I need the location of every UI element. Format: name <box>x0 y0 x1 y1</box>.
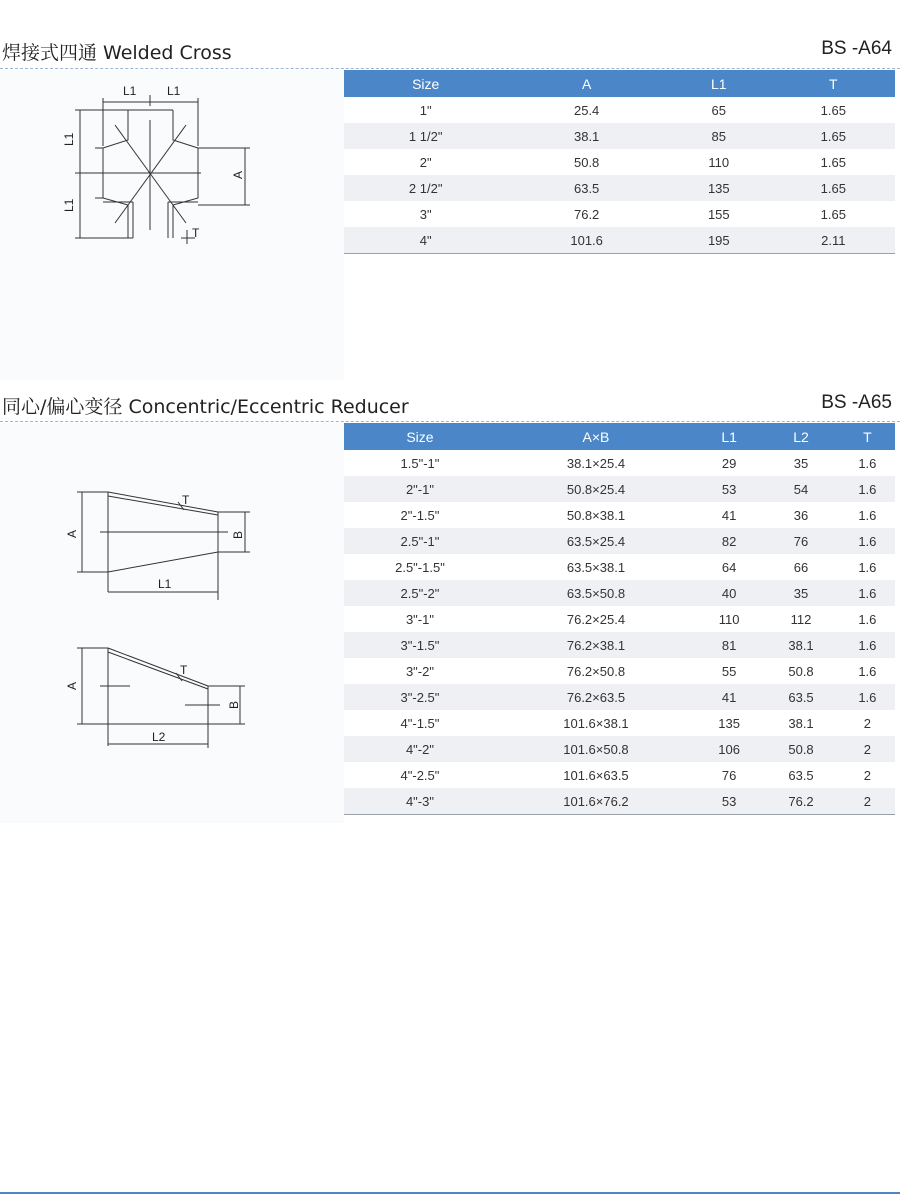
table-cell: 195 <box>666 227 772 254</box>
welded-cross-diagram <box>55 80 275 250</box>
table-cell: 110 <box>708 154 730 170</box>
table-cell: 1 1/2" <box>344 123 507 149</box>
table-cell: 135 <box>718 715 740 731</box>
table-cell: 76.2 <box>762 788 839 815</box>
table-cell: 53 <box>696 476 762 502</box>
table-cell: 1" <box>419 102 432 118</box>
table-cell: 101.6×50.8 <box>496 736 696 762</box>
label-b: B <box>227 700 241 709</box>
table-cell: 76.2×25.4 <box>566 611 626 627</box>
table-cell: 1.65 <box>772 123 895 149</box>
table-cell: 76 <box>721 767 737 783</box>
table-cell: 4" <box>344 227 507 254</box>
product-code-a64: BS -A64 <box>821 38 892 59</box>
table-row <box>344 201 895 227</box>
table-cell: 1.6 <box>858 507 877 523</box>
table-cell: 3" <box>419 206 432 222</box>
table-row <box>344 580 895 606</box>
table-cell: 82 <box>696 528 762 554</box>
table-cell: 63.5×25.4 <box>496 528 696 554</box>
table-cell: 35 <box>762 580 839 606</box>
table-row <box>344 528 895 554</box>
section-title-welded-cross: 焊接式四通 Welded Cross <box>2 42 232 64</box>
spec-table-reducer <box>344 423 895 815</box>
label-t: T <box>192 226 200 240</box>
table-cell: 29 <box>721 455 737 471</box>
table-cell: 101.6×38.1 <box>563 715 629 731</box>
table-cell: 3"-2" <box>405 663 434 679</box>
table-cell: 1.6 <box>840 476 895 502</box>
table-row <box>344 736 895 762</box>
table-cell: 1.65 <box>820 102 846 118</box>
label-l1-left: L1 <box>123 84 137 98</box>
table-cell: 76 <box>762 528 839 554</box>
table-cell: 54 <box>762 476 839 502</box>
table-cell: 41 <box>696 684 762 710</box>
column-header: T <box>772 70 895 97</box>
table-cell: 38.1 <box>788 715 814 731</box>
table-cell: 50.8 <box>762 736 839 762</box>
table-cell: 36 <box>793 507 809 523</box>
column-header: A <box>507 70 666 97</box>
table-row <box>344 450 895 476</box>
table-cell: 50.8×38.1 <box>566 507 626 523</box>
table-cell: 1.6 <box>840 528 895 554</box>
table-cell: 2 1/2" <box>344 175 507 201</box>
table-cell: 101.6 <box>507 227 666 254</box>
table-cell: 76.2×38.1 <box>496 632 696 658</box>
label-l1-right: L1 <box>167 84 181 98</box>
table-row <box>344 632 895 658</box>
product-code-a65: BS -A65 <box>821 392 892 413</box>
table-cell: 112 <box>790 611 812 627</box>
table-row <box>344 710 895 736</box>
table-cell: 38.1 <box>507 123 666 149</box>
section-divider <box>0 68 900 69</box>
table-cell: 2" <box>419 154 432 170</box>
table-cell: 63.5×38.1 <box>566 559 626 575</box>
table-cell: 76.2×50.8 <box>566 663 626 679</box>
label-l1-upper: L1 <box>62 132 76 146</box>
section-title-reducer: 同心/偏心变径 Concentric/Eccentric Reducer <box>2 396 409 418</box>
column-header: Size <box>344 423 496 450</box>
table-cell: 76.2×63.5 <box>496 684 696 710</box>
table-cell: 2 <box>840 736 895 762</box>
table-cell: 106 <box>696 736 762 762</box>
label-a: A <box>65 681 79 690</box>
section-divider <box>0 421 900 422</box>
bottom-rule <box>0 1192 900 1194</box>
table-cell: 2"-1" <box>344 476 496 502</box>
table-cell: 135 <box>666 175 772 201</box>
table-row <box>344 123 895 149</box>
table-cell: 110 <box>718 611 740 627</box>
table-cell: 40 <box>696 580 762 606</box>
table-row <box>344 684 895 710</box>
table-cell: 3"-1" <box>405 611 434 627</box>
table-cell: 4"-2.5" <box>400 767 440 783</box>
label-l1: L1 <box>158 577 172 591</box>
column-header: L1 <box>666 70 772 97</box>
table-cell: 2 <box>840 788 895 815</box>
label-a: A <box>231 170 245 179</box>
table-cell: 38.1×25.4 <box>566 455 626 471</box>
column-header: L2 <box>762 423 839 450</box>
table-cell: 41 <box>721 507 737 523</box>
table-row <box>344 606 895 632</box>
table-cell: 63.5 <box>762 684 839 710</box>
table-cell: 2.5"-2" <box>344 580 496 606</box>
table-cell: 4"-3" <box>344 788 496 815</box>
label-l2: L2 <box>152 730 166 744</box>
table-cell: 2 <box>863 715 871 731</box>
table-cell: 65 <box>711 102 727 118</box>
table-cell: 76.2 <box>573 206 600 222</box>
table-cell: 101.6×63.5 <box>563 767 629 783</box>
table-row <box>344 502 895 528</box>
label-t: T <box>180 663 188 677</box>
table-row <box>344 788 895 815</box>
table-cell: 1.6 <box>840 684 895 710</box>
table-cell: 63.5 <box>507 175 666 201</box>
table-cell: 1.5"-1" <box>400 455 440 471</box>
column-header: A×B <box>496 423 696 450</box>
table-cell: 2.11 <box>772 227 895 254</box>
table-cell: 85 <box>666 123 772 149</box>
table-cell: 53 <box>696 788 762 815</box>
table-cell: 1.6 <box>858 663 877 679</box>
concentric-reducer-diagram <box>60 480 260 610</box>
table-cell: 64 <box>721 559 737 575</box>
table-cell: 1.6 <box>840 632 895 658</box>
label-b: B <box>231 530 245 539</box>
table-cell: 66 <box>793 559 809 575</box>
table-cell: 1.6 <box>858 455 877 471</box>
table-row <box>344 97 895 123</box>
table-cell: 25.4 <box>573 102 600 118</box>
label-a: A <box>65 529 79 538</box>
label-t: T <box>182 493 190 507</box>
table-cell: 1.65 <box>820 206 846 222</box>
table-cell: 1.6 <box>858 611 877 627</box>
table-cell: 2.5"-1.5" <box>395 559 445 575</box>
table-cell: 4"-2" <box>344 736 496 762</box>
table-row <box>344 175 895 201</box>
table-cell: 1.65 <box>820 154 846 170</box>
table-cell: 38.1 <box>762 632 839 658</box>
table-cell: 1.6 <box>858 559 877 575</box>
column-header: Size <box>344 70 507 97</box>
table-cell: 3"-2.5" <box>344 684 496 710</box>
table-row <box>344 149 895 175</box>
table-cell: 1.65 <box>772 175 895 201</box>
table-cell: 4"-1.5" <box>400 715 440 731</box>
table-cell: 2 <box>863 767 871 783</box>
label-l1-lower: L1 <box>62 198 76 212</box>
eccentric-reducer-diagram <box>60 640 260 760</box>
table-cell: 50.8×25.4 <box>496 476 696 502</box>
table-row <box>344 658 895 684</box>
spec-table-welded-cross <box>344 70 895 254</box>
table-cell: 155 <box>707 206 730 222</box>
table-row <box>344 227 895 254</box>
table-cell: 3"-1.5" <box>344 632 496 658</box>
table-cell: 63.5 <box>788 767 814 783</box>
table-cell: 55 <box>721 663 737 679</box>
table-cell: 101.6×76.2 <box>496 788 696 815</box>
table-cell: 81 <box>696 632 762 658</box>
table-cell: 35 <box>793 455 809 471</box>
table-row <box>344 762 895 788</box>
table-cell: 50.8 <box>788 663 814 679</box>
table-row <box>344 476 895 502</box>
table-cell: 50.8 <box>573 154 600 170</box>
table-cell: 63.5×50.8 <box>496 580 696 606</box>
table-row <box>344 554 895 580</box>
column-header: L1 <box>696 423 762 450</box>
table-cell: 2"-1.5" <box>400 507 440 523</box>
column-header: T <box>840 423 895 450</box>
table-cell: 2.5"-1" <box>344 528 496 554</box>
table-cell: 1.6 <box>840 580 895 606</box>
